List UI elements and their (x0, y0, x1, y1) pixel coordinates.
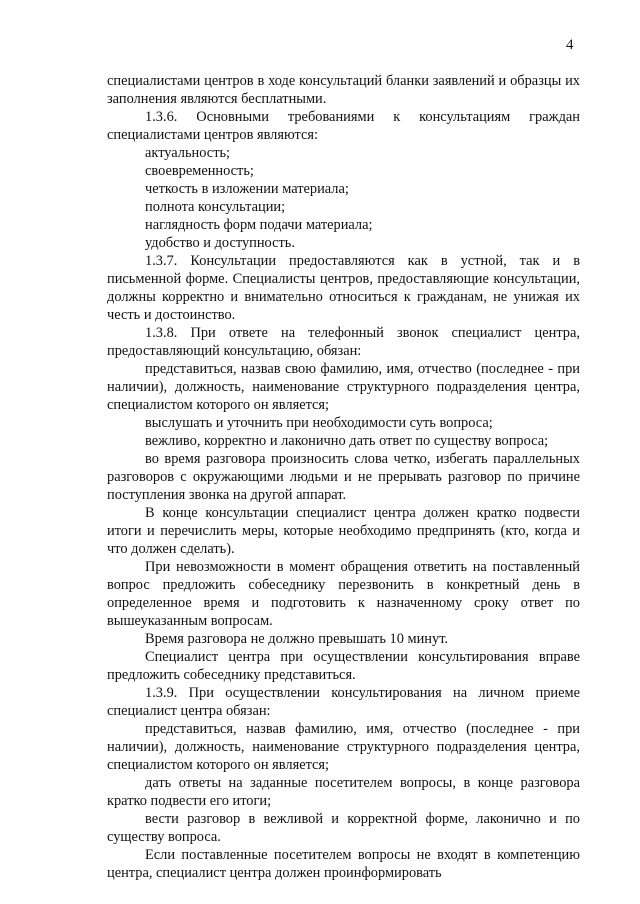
paragraph: При невозможности в момент обращения ответить на поставленный вопрос предложить собеседнику перезвонить в конкретный день в определенное время и подготовить к назначенному сроку ответ по вышеуказанным вопросам. (107, 559, 580, 629)
list-item: своевременность; (145, 163, 254, 179)
paragraph: представиться, назвав свою фамилию, имя, отчество (последнее - при наличии), должность, наименование структурного подразделения центра, специалистом которого он является; (107, 361, 580, 413)
paragraph: представиться, назвав фамилию, имя, отчество (последнее - при наличии), должность, наименование структурного подразделения центра, специалистом которого он является; (107, 721, 580, 773)
list-item: актуальность; (145, 145, 231, 161)
paragraph: Время разговора не должно превышать 10 минут. (145, 631, 449, 647)
page-number: 4 (566, 37, 574, 53)
list-item: наглядность форм подачи материала; (145, 217, 373, 233)
paragraph: 1.3.7. Консультации предоставляются как в устной, так и в письменной форме. Специалисты центров, предоставляющие консультации, должны корректно и внимательно относиться к гражданам, не унижая их честь и достоинство. (107, 253, 580, 323)
paragraph: Специалист центра при осуществлении консультирования вправе предложить собеседнику представиться. (107, 649, 580, 683)
list-item: четкость в изложении материала; (145, 181, 349, 197)
document-body (107, 72, 580, 882)
paragraph: 1.3.6. Основными требованиями к консультациям граждан специалистами центров являются: (107, 109, 580, 143)
paragraph: во время разговора произносить слова четко, избегать параллельных разговоров с окружающими людьми и не прерывать разговор по причине поступления звонка на другой аппарат. (107, 451, 580, 503)
list-item: полнота консультации; (145, 199, 286, 215)
paragraph: В конце консультации специалист центра должен кратко подвести итоги и перечислить меры, которые необходимо предпринять (кто, когда и что должен сделать). (107, 505, 580, 557)
paragraph: специалистами центров в ходе консультаций бланки заявлений и образцы их заполнения являются бесплатными. (107, 73, 580, 107)
paragraph: вести разговор в вежливой и корректной форме, лаконично и по существу вопроса. (107, 811, 580, 845)
paragraph: дать ответы на заданные посетителем вопросы, в конце разговора кратко подвести его итоги; (107, 775, 580, 809)
list-item: удобство и доступность. (145, 235, 295, 251)
paragraph: 1.3.9. При осуществлении консультирования на личном приеме специалист центра обязан: (107, 685, 580, 719)
paragraph: вежливо, корректно и лаконично дать ответ по существу вопроса; (145, 433, 549, 449)
paragraph: Если поставленные посетителем вопросы не входят в компетенцию центра, специалист центра должен проинформировать (107, 847, 580, 881)
paragraph: выслушать и уточнить при необходимости суть вопроса; (145, 415, 493, 431)
paragraph: 1.3.8. При ответе на телефонный звонок специалист центра, предоставляющий консультацию, обязан: (107, 325, 580, 359)
